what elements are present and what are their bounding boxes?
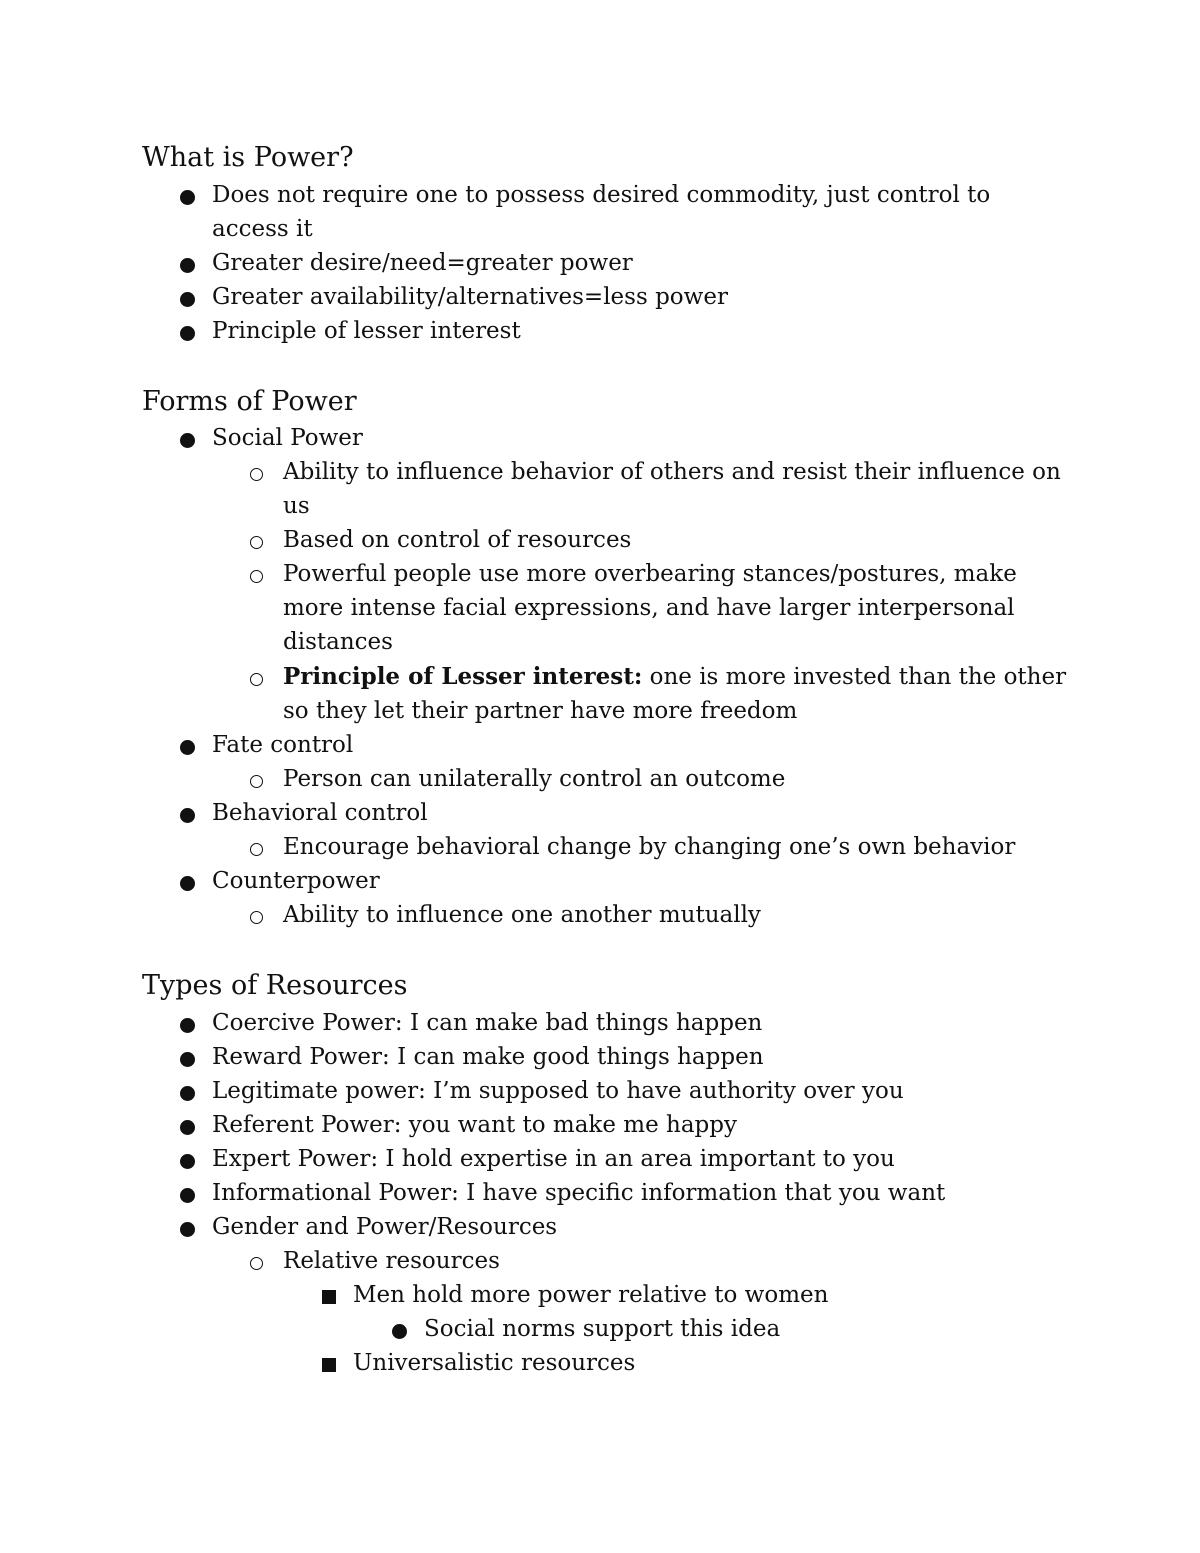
list-item <box>212 796 1072 830</box>
list-item <box>283 455 1073 523</box>
list-item <box>424 1312 1074 1346</box>
disc-bullet-icon <box>180 1052 195 1067</box>
circle-bullet-icon <box>250 775 263 788</box>
list-item-text: Powerful people use more overbearing stances/postures, make more intense facial expressions, and have larger interpersonal distances <box>283 561 1017 655</box>
list-item-text: Informational Power: I have specific information that you want <box>212 1180 946 1206</box>
list-item <box>212 246 1072 280</box>
list-item <box>212 178 1072 246</box>
list-item <box>283 1244 1073 1278</box>
disc-bullet-icon <box>392 1324 407 1339</box>
list-item <box>212 1074 1072 1108</box>
list-item-text: Legitimate power: I’m supposed to have authority over you <box>212 1078 904 1104</box>
list-item <box>353 1278 1073 1312</box>
square-bullet-icon <box>322 1290 336 1304</box>
list-item-text: Ability to influence behavior of others and resist their influence on us <box>283 459 1061 519</box>
circle-bullet-icon <box>250 468 263 481</box>
disc-bullet-icon <box>180 740 195 755</box>
list-item <box>212 280 1072 314</box>
list-item <box>212 1176 1072 1210</box>
list-item-text: Person can unilaterally control an outcome <box>283 766 786 792</box>
list-item <box>353 1346 1073 1380</box>
list-item-text: Ability to influence one another mutually <box>283 902 761 928</box>
list-item <box>283 898 1073 932</box>
list-item-text: Greater desire/need=greater power <box>212 250 633 276</box>
disc-bullet-icon <box>180 1120 195 1135</box>
disc-bullet-icon <box>180 292 195 307</box>
list-item-text: Universalistic resources <box>353 1350 636 1376</box>
disc-bullet-icon <box>180 1222 195 1237</box>
list-item-text: Gender and Power/Resources <box>212 1214 558 1240</box>
list-item <box>283 523 1073 557</box>
list-item-text: Coercive Power: I can make bad things happen <box>212 1010 763 1036</box>
list-item <box>283 762 1073 796</box>
list-item-text: Counterpower <box>212 868 380 894</box>
list-item-text: Reward Power: I can make good things happen <box>212 1044 764 1070</box>
disc-bullet-icon <box>180 808 195 823</box>
list-item <box>212 728 1072 762</box>
list-item <box>212 864 1072 898</box>
list-item-text: Behavioral control <box>212 800 428 826</box>
list-item-text: Does not require one to possess desired commodity, just control to access it <box>212 182 991 242</box>
list-item <box>283 557 1023 659</box>
square-bullet-icon <box>322 1358 336 1372</box>
section-heading-types-of-resources: Types of Resources <box>142 970 408 1001</box>
list-item-text: Fate control <box>212 732 354 758</box>
list-item-text: Referent Power: you want to make me happy <box>212 1112 737 1138</box>
disc-bullet-icon <box>180 1188 195 1203</box>
list-item-text: Social Power <box>212 425 363 451</box>
list-item-text: Expert Power: I hold expertise in an area important to you <box>212 1146 895 1172</box>
list-item <box>212 1210 1072 1244</box>
list-item-text: Encourage behavioral change by changing one’s own behavior <box>283 834 1016 860</box>
circle-bullet-icon <box>250 843 263 856</box>
list-item <box>283 830 1073 864</box>
list-item-text: Relative resources <box>283 1248 500 1274</box>
list-item <box>212 1006 1072 1040</box>
disc-bullet-icon <box>180 258 195 273</box>
circle-bullet-icon <box>250 536 263 549</box>
list-item-text: Principle of lesser interest <box>212 318 521 344</box>
disc-bullet-icon <box>180 1154 195 1169</box>
section-heading-forms-of-power: Forms of Power <box>142 386 357 417</box>
disc-bullet-icon <box>180 1086 195 1101</box>
circle-bullet-icon <box>250 570 263 583</box>
circle-bullet-icon <box>250 1257 263 1270</box>
circle-bullet-icon <box>250 673 263 686</box>
list-item-text: Social norms support this idea <box>424 1316 781 1342</box>
term-definition: one is more invested than the other so they let their partner have more freedom <box>283 664 1067 724</box>
list-item-text: Based on control of resources <box>283 527 632 553</box>
list-item <box>283 660 1073 728</box>
list-item-text: Greater availability/alternatives=less power <box>212 284 728 310</box>
circle-bullet-icon <box>250 911 263 924</box>
list-item <box>212 1040 1072 1074</box>
disc-bullet-icon <box>180 190 195 205</box>
disc-bullet-icon <box>180 876 195 891</box>
list-item-text: Men hold more power relative to women <box>353 1282 829 1308</box>
section-heading-what-is-power: What is Power? <box>142 142 354 173</box>
list-item <box>212 314 1072 348</box>
disc-bullet-icon <box>180 1018 195 1033</box>
bold-term: Principle of Lesser interest: <box>283 663 643 690</box>
list-item <box>212 1142 1072 1176</box>
disc-bullet-icon <box>180 326 195 341</box>
disc-bullet-icon <box>180 433 195 448</box>
list-item-text <box>283 660 1073 728</box>
list-item <box>212 421 1072 455</box>
list-item <box>212 1108 1072 1142</box>
